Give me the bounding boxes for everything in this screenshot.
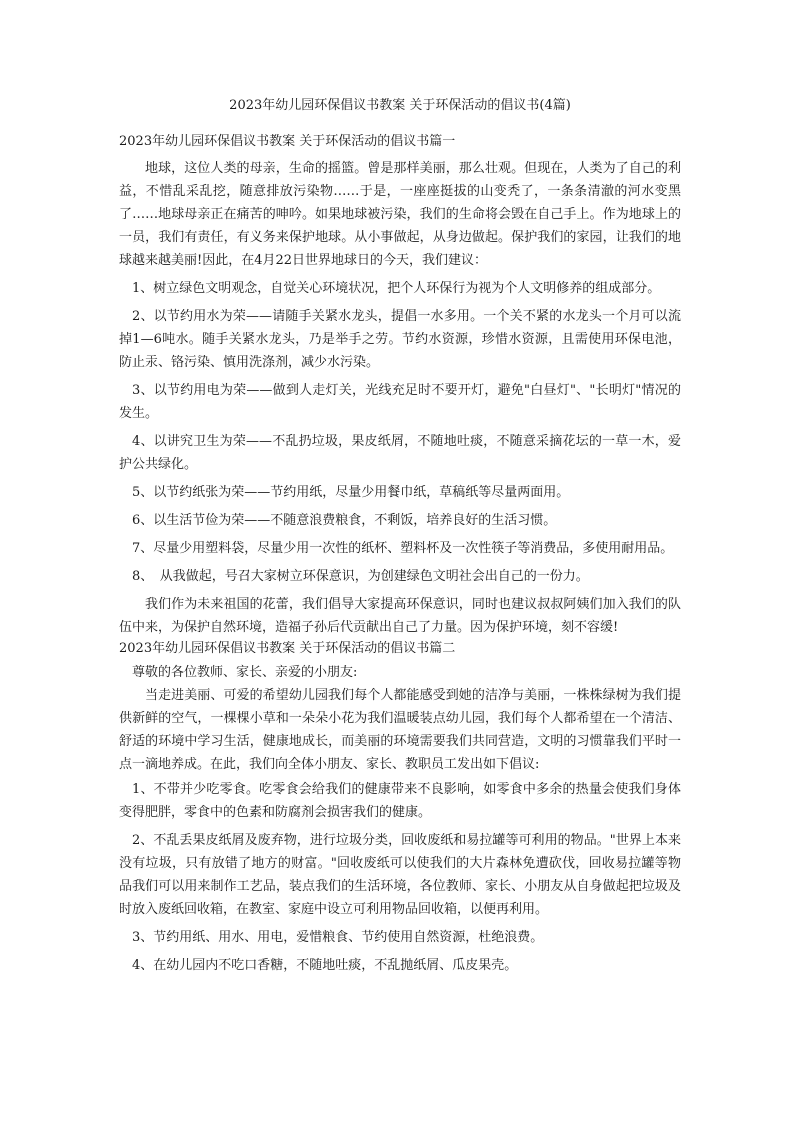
section-1-item-1: 1、树立绿色文明观念，自觉关心环境状况，把个人环保行为视为个人文明修养的组成部分。 <box>132 281 661 296</box>
section-1-item-8: 8、 从我做起，号召大家树立环保意识，为创建绿色文明社会出自己的一份力。 <box>132 569 589 584</box>
section-1-heading: 2023年幼儿园环保倡议书教案 关于环保活动的倡议书篇一 <box>119 134 456 149</box>
section-2-intro: 当走进美丽、可爱的希望幼儿园我们每个人都能感受到她的洁净与美丽，一株株绿树为我们提供新鲜的空气，一棵棵小草和一朵朵小花为我们温暖装点幼儿园，我们每个人都希望在一个清洁、舒适的环境中学习生活，健康地成长，而美丽的环境需要我们共同营造，文明的习惯靠我们平时一点一滴地养成。在此，我们向全体小朋友、家长、教职员工发出如下倡议: <box>119 688 681 772</box>
section-1-intro: 地球，这位人类的母亲，生命的摇篮。曾是那样美丽，那么壮观。但现在，人类为了自己的利益，不惜乱采乱挖，随意排放污染物……于是，一座座挺拔的山变秃了，一条条清澈的河水变黑了……地球母亲正在痛苦的呻吟。如果地球被污染，我们的生命将会毁在自己手上。作为地球上的一员，我们有责任，有义务来保护地球。从小事做起，从身边做起。保护我们的家园，让我们的地球越来越美丽!因此，在4月22日世界地球日的今天，我们建议： <box>119 161 681 268</box>
document-title: 2023年幼儿园环保倡议书教案 关于环保活动的倡议书(4篇) <box>229 98 571 113</box>
section-1-item-2: 2、以节约用水为荣——请随手关紧水龙头，提倡一水多用。一个关不紧的水龙头一个月可以流掉1—6吨水。随手关紧水龙头，乃是举手之劳。节约水资源，珍惜水资源，且需使用环保电池，防止汞、铬污染、慎用洗涤剂，减少水污染。 <box>119 309 681 370</box>
section-1-item-4: 4、以讲究卫生为荣——不乱扔垃圾，果皮纸屑，不随地吐痰，不随意采摘花坛的一草一木，爱护公共绿化。 <box>119 434 681 472</box>
section-2-heading: 2023年幼儿园环保倡议书教案 关于环保活动的倡议书篇二 <box>119 641 456 656</box>
section-2-item-4: 4、在幼儿园内不吃口香糖，不随地吐痰，不乱抛纸屑、瓜皮果壳。 <box>132 958 518 973</box>
section-2-item-3: 3、节约用纸、用水、用电，爱惜粮食、节约使用自然资源，杜绝浪费。 <box>132 930 544 945</box>
section-2-item-2: 2、不乱丢果皮纸屑及废弃物，进行垃圾分类，回收废纸和易拉罐等可利用的物品。"世界上本来没有垃圾，只有放错了地方的财富。"回收废纸可以使我们的大片森林免遭砍伐，回收易拉罐等物品我们可以用来制作工艺品，装点我们的生活环境，各位教师、家长、小朋友从自身做起把垃圾及时放入废纸回收箱，在教室、家庭中设立可利用物品回收箱，以便再利用。 <box>119 833 681 917</box>
document-page <box>119 96 681 982</box>
section-2-item-1: 1、不带并少吃零食。吃零食会给我们的健康带来不良影响，如零食中多余的热量会使我们身体变得肥胖，零食中的色素和防腐剂会损害我们的健康。 <box>119 782 681 820</box>
section-2-salutation: 尊敬的各位教师、家长、亲爱的小朋友: <box>132 665 358 680</box>
section-1-item-6: 6、以生活节俭为荣——不随意浪费粮食，不剩饭，培养良好的生活习惯。 <box>132 513 557 528</box>
section-1-item-3: 3、以节约用电为荣——做到人走灯关，光线充足时不要开灯，避免"白昼灯"、"长明灯"情况的发生。 <box>119 383 681 421</box>
section-1-item-7: 7、尽量少用塑料袋，尽量少用一次性的纸杯、塑料杯及一次性筷子等消费品，多使用耐用品。 <box>132 541 674 556</box>
section-1-closing: 我们作为未来祖国的花蕾，我们倡导大家提高环保意识，同时也建议叔叔阿姨们加入我们的队伍中来，为保护自然环境，造福子孙后代贡献出自己了力量。因为保护环境，刻不容缓! <box>119 597 681 635</box>
section-1-item-5: 5、以节约纸张为荣——节约用纸，尽量少用餐巾纸，草稿纸等尽量两面用。 <box>132 485 570 500</box>
